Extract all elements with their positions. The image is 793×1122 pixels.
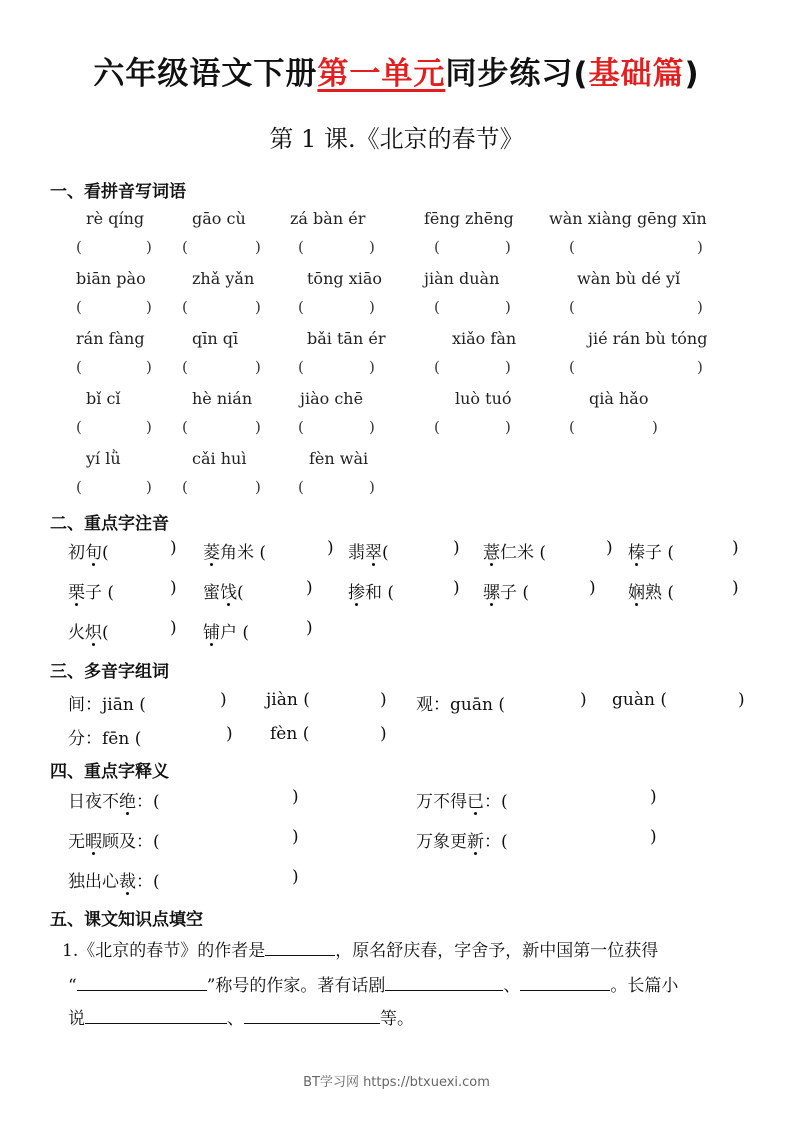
answer-paren-close[interactable]: ) xyxy=(453,578,460,598)
word-suffix: 和 ( xyxy=(365,583,395,603)
fill-text: 等。 xyxy=(380,1009,414,1029)
answer-paren-open[interactable]: ( xyxy=(569,418,575,436)
section5-heading: 五、课文知识点填空 xyxy=(50,910,203,930)
word-suffix: ( xyxy=(382,543,389,563)
phrase-suffix: 顾及：( xyxy=(102,832,160,852)
answer-paren-close: ) xyxy=(697,238,703,256)
word-prefix: 初 xyxy=(68,543,85,563)
phrase-suffix: ：( xyxy=(136,792,160,812)
paren-close: ) xyxy=(380,724,387,744)
polyphone-fen4: fèn ( xyxy=(270,724,310,744)
key-character: 铺 xyxy=(203,618,220,643)
polyphone-guan4: guàn ( xyxy=(612,690,667,710)
answer-paren-close: ) xyxy=(505,358,511,376)
answer-paren-close: ) xyxy=(697,358,703,376)
pinyin-prompt: wàn bù dé yǐ xyxy=(577,269,681,288)
fill-blank-novel-1[interactable] xyxy=(85,1007,227,1024)
answer-paren-open[interactable]: ( xyxy=(569,358,575,376)
key-character: 裁 xyxy=(119,867,136,892)
phrase-prefix: 无 xyxy=(68,832,85,852)
section2-heading: 二、重点字注音 xyxy=(50,514,169,534)
answer-paren-close[interactable]: ) xyxy=(306,618,313,638)
answer-paren-close: ) xyxy=(369,478,375,496)
answer-paren-close: ) xyxy=(369,358,375,376)
key-character: 骡 xyxy=(483,578,500,603)
answer-paren-open[interactable]: ( xyxy=(76,478,82,496)
fill-text: 说 xyxy=(68,1009,85,1029)
pronunciation-item xyxy=(68,618,109,643)
definition-item xyxy=(68,827,160,852)
pinyin-prompt: fēng zhēng xyxy=(424,209,514,228)
pronunciation-item xyxy=(483,538,546,563)
definition-item xyxy=(416,787,508,812)
word-suffix: ( xyxy=(102,543,109,563)
pronunciation-item xyxy=(203,578,244,603)
key-character: 绝 xyxy=(119,787,136,812)
key-character: 栗 xyxy=(68,578,85,603)
pronunciation-item xyxy=(203,538,266,563)
definition-item xyxy=(68,867,160,892)
fill-text: 1.《北京的春节》的作者是 xyxy=(62,941,266,961)
pinyin-prompt: tōng xiāo xyxy=(307,269,383,288)
pronunciation-item xyxy=(68,538,109,563)
pinyin-prompt: qīn qī xyxy=(192,329,239,348)
phrase-prefix: 日夜不 xyxy=(68,792,119,812)
definition-item xyxy=(68,787,160,812)
answer-paren-close: ) xyxy=(146,358,152,376)
answer-paren-open[interactable]: ( xyxy=(76,238,82,256)
answer-paren-close: ) xyxy=(146,238,152,256)
answer-paren-open[interactable]: ( xyxy=(434,358,440,376)
word-suffix: 子 ( xyxy=(645,543,675,563)
answer-paren-open[interactable]: ( xyxy=(298,298,304,316)
answer-paren-open[interactable]: ( xyxy=(434,238,440,256)
answer-paren-close: ) xyxy=(652,418,658,436)
answer-paren-open[interactable]: ( xyxy=(76,358,82,376)
title-level-highlight: 基础篇 xyxy=(588,56,685,92)
title-unit-highlight: 第一单元 xyxy=(317,56,446,92)
word-suffix: ( xyxy=(237,583,244,603)
pinyin-prompt: xiǎo fàn xyxy=(452,329,517,348)
word-suffix: 仁米 ( xyxy=(500,543,547,563)
pinyin-prompt: qià hǎo xyxy=(589,389,649,408)
answer-paren-open[interactable]: ( xyxy=(298,478,304,496)
pinyin-prompt: luò tuó xyxy=(455,389,512,408)
pinyin-prompt: gāo cù xyxy=(192,209,246,228)
title-part-5: ) xyxy=(684,56,700,92)
answer-paren-open[interactable]: ( xyxy=(569,298,575,316)
pronunciation-item xyxy=(348,538,389,563)
key-character: 暇 xyxy=(85,827,102,852)
key-character: 旬 xyxy=(85,538,102,563)
answer-paren-close[interactable]: ) xyxy=(306,578,313,598)
answer-paren-open[interactable]: ( xyxy=(76,298,82,316)
title-part-3: 同步练习( xyxy=(445,56,589,92)
phrase-suffix: ：( xyxy=(484,832,508,852)
phrase-suffix: ：( xyxy=(484,792,508,812)
answer-paren-close: ) xyxy=(505,418,511,436)
polyphone-jian1: 间：jiān ( xyxy=(68,695,146,715)
phrase-suffix: ：( xyxy=(136,872,160,892)
section1-heading: 一、看拼音写词语 xyxy=(50,182,186,202)
answer-paren-close: ) xyxy=(505,298,511,316)
pinyin-prompt: jiàn duàn xyxy=(424,269,500,288)
answer-paren-close: ) xyxy=(505,238,511,256)
word-suffix: 户 ( xyxy=(220,623,250,643)
fill-line-3 xyxy=(68,1004,414,1029)
answer-paren-close[interactable]: ) xyxy=(292,827,299,847)
pronunciation-item xyxy=(628,538,674,563)
pinyin-prompt: zhǎ yǎn xyxy=(192,269,255,288)
phrase-prefix: 万不得 xyxy=(416,792,467,812)
polyphone-fen1: 分：fēn ( xyxy=(68,729,142,749)
fill-blank-author[interactable] xyxy=(265,939,335,956)
answer-paren-close: ) xyxy=(146,478,152,496)
fill-text: ”称号的作家。著有话剧 xyxy=(206,976,386,996)
key-character: 薏 xyxy=(483,538,500,563)
answer-paren-open[interactable]: ( xyxy=(298,238,304,256)
answer-paren-close[interactable]: ) xyxy=(732,578,739,598)
pinyin-prompt: rè qíng xyxy=(86,209,145,228)
section4-heading: 四、重点字释义 xyxy=(50,762,169,782)
answer-paren-close[interactable]: ) xyxy=(292,867,299,887)
answer-paren-open[interactable]: ( xyxy=(434,418,440,436)
key-character: 榛 xyxy=(628,538,645,563)
word-prefix: 火 xyxy=(68,623,85,643)
pinyin-prompt: bǐ cǐ xyxy=(86,389,121,408)
fill-text: 、 xyxy=(227,1009,244,1029)
key-character: 娴 xyxy=(628,578,645,603)
word-prefix: 翡 xyxy=(348,543,365,563)
lesson-title: 第 1 课.《北京的春节》 xyxy=(269,125,524,153)
pronunciation-item xyxy=(628,578,674,603)
pinyin-prompt: wàn xiàng gēng xīn xyxy=(549,209,707,228)
answer-paren-close[interactable]: ) xyxy=(650,787,657,807)
answer-paren-close: ) xyxy=(146,418,152,436)
answer-paren-open[interactable]: ( xyxy=(182,298,188,316)
word-prefix: 蜜 xyxy=(203,583,220,603)
answer-paren-open[interactable]: ( xyxy=(434,298,440,316)
answer-paren-close[interactable]: ) xyxy=(606,538,613,558)
answer-paren-close[interactable]: ) xyxy=(453,538,460,558)
phrase-prefix: 万象更 xyxy=(416,832,467,852)
pinyin-prompt: rán fàng xyxy=(76,329,145,348)
pinyin-prompt: bǎi tān ér xyxy=(307,329,386,348)
fill-line-1 xyxy=(62,936,658,961)
polyphone-guan1: 观：guān ( xyxy=(416,695,505,715)
word-suffix: 熟 ( xyxy=(645,583,675,603)
answer-paren-close[interactable]: ) xyxy=(170,578,177,598)
pinyin-prompt: jié rán bù tóng xyxy=(588,329,708,348)
pronunciation-item xyxy=(348,578,394,603)
paren-close: ) xyxy=(738,690,745,710)
pinyin-prompt: biān pào xyxy=(76,269,146,288)
paren-close: ) xyxy=(226,724,233,744)
answer-paren-close: ) xyxy=(255,238,261,256)
answer-paren-close: ) xyxy=(146,298,152,316)
footer-source: BT学习网 https://btxuexi.com xyxy=(303,1075,490,1090)
answer-paren-close: ) xyxy=(697,298,703,316)
word-suffix: ( xyxy=(102,623,109,643)
answer-paren-close[interactable]: ) xyxy=(292,787,299,807)
definition-item xyxy=(416,827,508,852)
answer-paren-close[interactable]: ) xyxy=(589,578,596,598)
answer-paren-open[interactable]: ( xyxy=(182,238,188,256)
pinyin-prompt: cǎi huì xyxy=(192,449,247,468)
answer-paren-close: ) xyxy=(255,478,261,496)
polyphone-jian4: jiàn ( xyxy=(266,690,310,710)
answer-paren-close: ) xyxy=(255,298,261,316)
answer-paren-close[interactable]: ) xyxy=(170,618,177,638)
answer-paren-close[interactable]: ) xyxy=(732,538,739,558)
pinyin-prompt: zá bàn ér xyxy=(290,209,366,228)
key-character: 饯 xyxy=(220,578,237,603)
fill-text: 、 xyxy=(503,976,521,996)
answer-paren-close: ) xyxy=(369,238,375,256)
pronunciation-item xyxy=(483,578,529,603)
answer-paren-open[interactable]: ( xyxy=(298,358,304,376)
pinyin-prompt: fèn wài xyxy=(309,449,369,468)
pronunciation-item xyxy=(68,578,114,603)
answer-paren-open[interactable]: ( xyxy=(182,358,188,376)
answer-paren-open[interactable]: ( xyxy=(569,238,575,256)
key-character: 掺 xyxy=(348,578,365,603)
title-part-1: 六年级语文下册 xyxy=(93,56,318,92)
answer-paren-close[interactable]: ) xyxy=(650,827,657,847)
word-suffix: 角米 ( xyxy=(220,543,267,563)
fill-blank-novel-2[interactable] xyxy=(244,1007,380,1024)
key-character: 炽 xyxy=(85,618,102,643)
answer-paren-close: ) xyxy=(255,418,261,436)
pronunciation-item xyxy=(203,618,249,643)
key-character: 翠 xyxy=(365,538,382,563)
fill-blank-title[interactable] xyxy=(77,974,207,991)
paren-close: ) xyxy=(580,690,587,710)
fill-blank-drama-2[interactable] xyxy=(520,974,610,991)
answer-paren-open[interactable]: ( xyxy=(76,418,82,436)
fill-text: ，原名舒庆春，字舍予，新中国第一位获得 xyxy=(335,941,659,961)
fill-text: 。长篇小 xyxy=(610,976,679,996)
answer-paren-close[interactable]: ) xyxy=(327,538,334,558)
word-suffix: 子 ( xyxy=(85,583,115,603)
key-character: 新 xyxy=(467,827,484,852)
phrase-prefix: 独出心 xyxy=(68,872,119,892)
pinyin-prompt: jiào chē xyxy=(300,389,364,408)
paren-close: ) xyxy=(220,690,227,710)
answer-paren-open[interactable]: ( xyxy=(182,418,188,436)
answer-paren-close[interactable]: ) xyxy=(170,538,177,558)
answer-paren-close: ) xyxy=(255,358,261,376)
answer-paren-close: ) xyxy=(369,298,375,316)
word-suffix: 子 ( xyxy=(500,583,530,603)
worksheet-title xyxy=(0,48,793,93)
pinyin-prompt: yí lǜ xyxy=(86,449,121,468)
paren-close: ) xyxy=(380,690,387,710)
fill-text: “ xyxy=(68,976,77,996)
key-character: 菱 xyxy=(203,538,220,563)
fill-blank-drama-1[interactable] xyxy=(385,974,503,991)
section3-heading: 三、多音字组词 xyxy=(50,662,169,682)
fill-line-2 xyxy=(68,971,678,996)
answer-paren-close: ) xyxy=(369,418,375,436)
pinyin-prompt: hè nián xyxy=(192,389,253,408)
key-character: 已 xyxy=(467,787,484,812)
answer-paren-open[interactable]: ( xyxy=(298,418,304,436)
answer-paren-open[interactable]: ( xyxy=(182,478,188,496)
